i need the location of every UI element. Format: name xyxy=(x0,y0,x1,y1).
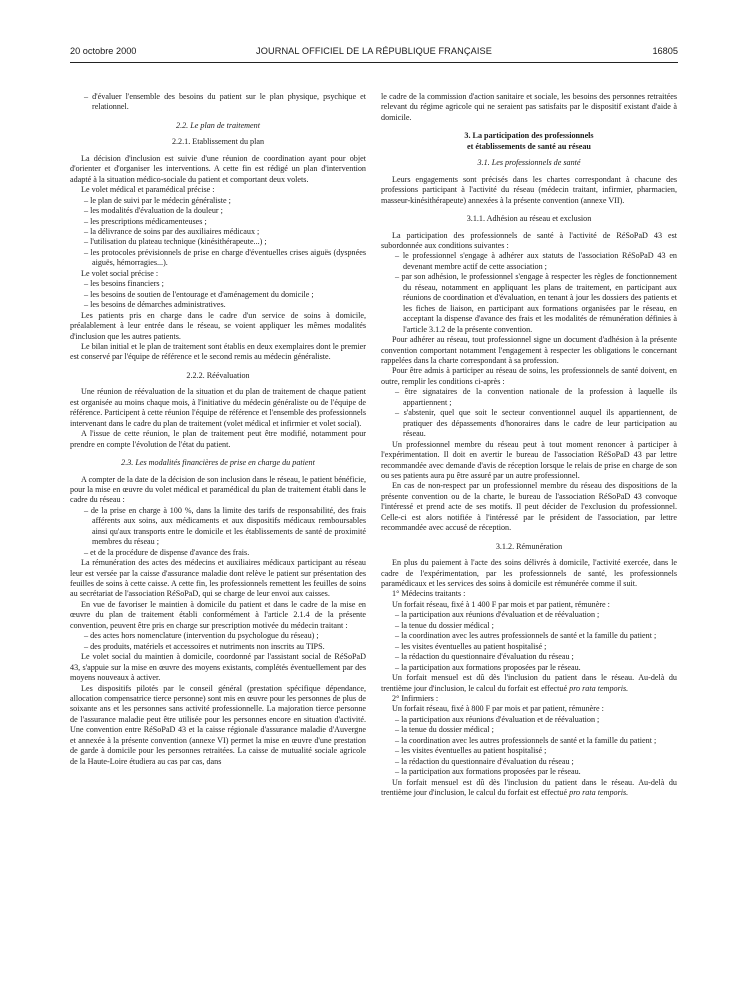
list-item: – le professionnel s'engage à adhérer aux statuts de l'association RéSoPaD 43 en devenant membre actif de cette association ; xyxy=(395,251,677,271)
left-column xyxy=(70,92,366,767)
paragraph: Une réunion de réévaluation de la situation et du plan de traitement de chaque patient est organisée au moins chaque mois, à l'initiative du médecin généraliste ou de l'équipe de référence. Participent à cette réunion l'équipe de référence et l'ensemble des professionnels intervenant dans le cadre du plan de traitement (volet médical et infirmier et volet social). xyxy=(70,387,366,428)
list-admission xyxy=(381,387,677,439)
paragraph: La participation des professionnels de santé à l'activité de RéSoPaD 43 est subordonnée aux conditions suivantes : xyxy=(381,230,677,250)
section-heading-2-2-1: 2.2.1. Etablissement du plan xyxy=(171,137,265,147)
paragraph: Le volet social du maintien à domicile, coordonné par l'assistant social de RéSoPaD 43, s'appuie sur la mise en œuvre des moyens existants, complétés éventuellement par des moyens nouveaux à activer. xyxy=(70,652,366,683)
list-item: – la tenue du dossier médical ; xyxy=(395,620,494,630)
list-item: – de la prise en charge à 100 %, dans la limite des tarifs de responsabilité, des frais afférents aux soins, aux médicaments et aux dispositifs médicaux remboursables ainsi qu'aux transports entre le domicile et les établissements de santé de proximité membres du réseau ; xyxy=(84,505,366,547)
paragraph-italic: pro rata temporis. xyxy=(569,788,629,798)
list-item: – les modalités d'évaluation de la douleur ; xyxy=(84,206,223,216)
list-item: – la rédaction du questionnaire d'évaluation du réseau ; xyxy=(395,652,574,662)
list-item: – les protocoles prévisionnels de prise en charge d'éventuelles crises aiguës (dyspnées aiguës, hémorragies...). xyxy=(84,247,366,268)
section-heading-3-line2: et établissements de santé au réseau xyxy=(467,141,591,151)
section-heading-2-3: 2.3. Les modalités financières de prise en charge du patient xyxy=(121,458,315,468)
section-heading-2-2-2: 2.2.2. Réévaluation xyxy=(186,370,250,380)
paragraph: le cadre de la commission d'action sanitaire et sociale, les besoins des personnes retraitées relevant du régime agricole qui ne seraient pas satisfaits par le dispositif existant d'aide à domicile. xyxy=(381,92,677,122)
paragraph: Le volet médical et paramédical précise : xyxy=(81,185,215,195)
paragraph: La rémunération des actes des médecins et auxiliaires médicaux participant au réseau leur est versée par la caisse d'assurance maladie dont relève le patient sur présentation des feuilles de soins à cette caisse. A cette fin, les professionnels remettent les feuilles de soins au secrétariat de l'association RéSoPaD, qui se charge de leur envoi aux caisses. xyxy=(70,558,366,599)
header-date: 20 octobre 2000 xyxy=(70,46,137,56)
list-item: – la participation aux réunions d'évaluation et de réévaluation ; xyxy=(395,610,600,620)
list-item: – les visites éventuelles au patient hospitalisé ; xyxy=(395,641,547,651)
list-item: – des actes hors nomenclature (intervention du psychologue du réseau) ; xyxy=(84,631,319,641)
paragraph: Le bilan initial et le plan de traitement sont établis en deux exemplaires dont le premier est conservé par l'équipe de référence et le second remis au médecin généraliste. xyxy=(70,341,366,362)
list-item: – la coordination avec les autres professionnels de santé et la famille du patient ; xyxy=(395,735,657,745)
right-column xyxy=(381,92,677,799)
header-rule xyxy=(70,62,678,63)
paragraph-text: Un forfait mensuel est dû dès l'inclusion du patient dans le réseau. Au-delà du trentième jour d'inclusion, le calcul du forfait est effectué xyxy=(381,673,677,693)
page-header xyxy=(70,46,678,60)
section-heading-3-1: 3.1. Les professionnels de santé xyxy=(477,158,581,168)
paragraph xyxy=(381,778,677,799)
list-nurse-fee xyxy=(381,715,677,778)
section-heading-2-2: 2.2. Le plan de traitement xyxy=(176,120,260,130)
list-extra-coverage xyxy=(70,631,366,652)
paragraph: Pour être admis à participer au réseau de soins, les professionnels de santé doivent, en outre, remplir les conditions ci-après : xyxy=(381,366,677,386)
list-item: – les besoins financiers ; xyxy=(84,279,164,289)
list-doctor-fee xyxy=(381,610,677,673)
paragraph: Les patients pris en charge dans le cadre d'un service de soins à domicile, préalablement à leur entrée dans le réseau, se voient appliquer les mêmes modalités d'inclusion que les autres patients. xyxy=(70,310,366,341)
list-social xyxy=(70,279,366,310)
list-item: – d'évaluer l'ensemble des besoins du patient sur le plan physique, psychique et relationnel. xyxy=(84,92,366,112)
list-item: – la délivrance de soins par des auxiliaires médicaux ; xyxy=(84,226,260,236)
list-item: – les besoins de soutien de l'entourage et d'aménagement du domicile ; xyxy=(84,289,314,299)
numbered-heading-doctors: 1° Médecins traitants : xyxy=(392,589,466,599)
paragraph: A l'issue de cette réunion, le plan de traitement peut être modifié, notamment pour prendre en compte l'évolution de l'état du patient. xyxy=(70,429,366,449)
paragraph: Leurs engagements sont précisés dans les chartes correspondant à chacune des professions participant à l'activité du réseau (médecin traitant, infirmier, pharmacien, masseur-kinésithérapeute) annexées à la présente convention (annexe VII). xyxy=(381,174,677,205)
list-coverage xyxy=(70,506,366,558)
list-item: – des produits, matériels et accessoires et nutriments non inscrits au TIPS. xyxy=(84,641,325,651)
list-item: – la participation aux formations proposées par le réseau. xyxy=(395,662,581,672)
paragraph: Les dispositifs pilotés par le conseil général (prestation spécifique dépendance, allocation compensatrice tierce personne) sont mis en œuvre pour les personnes de plus de soixante ans et les personnes sans activité professionnelle. La majoration tierce personne de l'assurance maladie peut être utilisée pour les personnes encore en situation d'activité. Une convention entre RéSoPaD 43 et la caisse régionale d'assurance maladie d'Auvergne et annexée à la présente convention (annexe VI) permet la mise en œuvre d'une prestation de garde à domicile pour les personnes retraitées. La caisse de mutualité sociale agricole de la Haute-Loire étudiera au cas par cas, dans xyxy=(70,683,366,766)
paragraph: A compter de la date de la décision de son inclusion dans le réseau, le patient bénéficie, pour la mise en œuvre du volet médical et paramédical du plan de traitement établi dans le cadre du réseau : xyxy=(70,474,366,505)
list-item: – et de la procédure de dispense d'avance des frais. xyxy=(84,547,250,557)
paragraph: Pour adhérer au réseau, tout professionnel signe un document d'adhésion à la présente convention comportant notamment l'engagement à respecter les obligations le concernant rappelées dans la charte correspondant à sa profession. xyxy=(381,335,677,365)
header-title: JOURNAL OFFICIEL DE LA RÉPUBLIQUE FRANÇAISE xyxy=(256,46,492,56)
list-item: – la participation aux réunions d'évaluation et de réévaluation ; xyxy=(395,714,600,724)
paragraph: En cas de non-respect par un professionnel membre du réseau des dispositions de la présente convention ou de la charte, le bureau de l'association RéSoPaD 43 convoque l'intéressé et prend acte de ses motifs. Il peut décider de l'exclusion du professionnel. Celle-ci est alors notifiée à l'intéressé par le président de l'association, par lettre recommandée avec accusé de réception. xyxy=(381,481,677,533)
list-item: – la coordination avec les autres professionnels de santé et la famille du patient ; xyxy=(395,631,657,641)
paragraph: La décision d'inclusion est suivie d'une réunion de coordination ayant pour objet d'orienter et d'organiser les interventions. A cette fin est rédigé un plan d'intervention adapté à la situation médico-sociale du patient et comportant deux volets. xyxy=(70,153,366,184)
list-item: – le plan de suivi par le médecin généraliste ; xyxy=(84,195,231,205)
paragraph-italic: pro rata temporis. xyxy=(569,683,629,693)
paragraph: Le volet social précise : xyxy=(81,268,159,278)
list-item: – par son adhésion, le professionnel s'engage à respecter les règles de fonctionnement du réseau, notamment en appliquant les plans de traitement, en participant aux réunions de coordination et d'évaluation, en tenant à jour les dossiers des patients et les fiches de liaison, en participant aux formations organisées par le réseau, en acceptant la dispense d'avance des frais et les modalités de rémunération définies à l'article 3.1.2 de la présente convention. xyxy=(395,272,677,334)
numbered-heading-nurses: 2° Infirmiers : xyxy=(392,694,439,704)
list-medical xyxy=(70,196,366,269)
list-item: – être signataires de la convention nationale de la profession à laquelle ils appartiennent ; xyxy=(395,387,677,407)
list-item: – la tenue du dossier médical ; xyxy=(395,725,494,735)
list-item: – la rédaction du questionnaire d'évaluation du réseau ; xyxy=(395,756,574,766)
list-item: – s'abstenir, quel que soit le secteur conventionnel auquel ils appartiennent, de pratiquer des dépassements d'honoraires dans le cadre de leur participation au réseau. xyxy=(395,408,677,439)
list-item: – la participation aux formations proposées par le réseau. xyxy=(395,767,581,777)
header-page-number: 16805 xyxy=(652,46,678,56)
paragraph: Un professionnel membre du réseau peut à tout moment renoncer à participer à l'expérimentation. Il doit en avertir le bureau de l'association RéSoPaD 43 par lettre recommandée avec demande d'avis de réception lorsque le relais de prise en charge de son ou ses patients aura pu être assuré par un autre professionnel. xyxy=(381,439,677,480)
section-heading-3-line1: 3. La participation des professionnels xyxy=(464,131,594,141)
list-item: – l'utilisation du plateau technique (kinésithérapeute...) ; xyxy=(84,237,267,247)
list-item: – les besoins de démarches administratives. xyxy=(84,300,226,310)
list-evaluate xyxy=(70,92,366,113)
list-item: – les visites éventuelles au patient hospitalisé ; xyxy=(395,746,547,756)
paragraph xyxy=(381,673,677,694)
paragraph: Un forfait réseau, fixé à 1 400 F par mois et par patient, rémunère : xyxy=(392,599,610,609)
section-heading-3-1-2: 3.1.2. Rémunération xyxy=(495,541,563,551)
paragraph: En vue de favoriser le maintien à domicile du patient et dans le cadre de la mise en œuvre du plan de traitement établi conformément à l'article 2.1.4 de la présente convention, peuvent être pris en charge sur prescription motivée du médecin traitant : xyxy=(70,599,366,630)
paragraph: Un forfait réseau, fixé à 800 F par mois et par patient, rémunère : xyxy=(392,704,604,714)
paragraph-text: Un forfait mensuel est dû dès l'inclusion du patient dans le réseau. Au-delà du trentième jour d'inclusion, le calcul du forfait est effectué xyxy=(381,777,677,798)
list-item: – les prescriptions médicamenteuses ; xyxy=(84,216,207,226)
list-conditions xyxy=(381,251,677,335)
section-heading-3-1-1: 3.1.1. Adhésion au réseau et exclusion xyxy=(466,214,592,224)
paragraph: En plus du paiement à l'acte des soins délivrés à domicile, l'activité exercée, dans le cadre de l'expérimentation, par les professionnels de santé, les professionnels paramédicaux et les services des soins à domicile est rémunérée comme il suit. xyxy=(381,558,677,589)
